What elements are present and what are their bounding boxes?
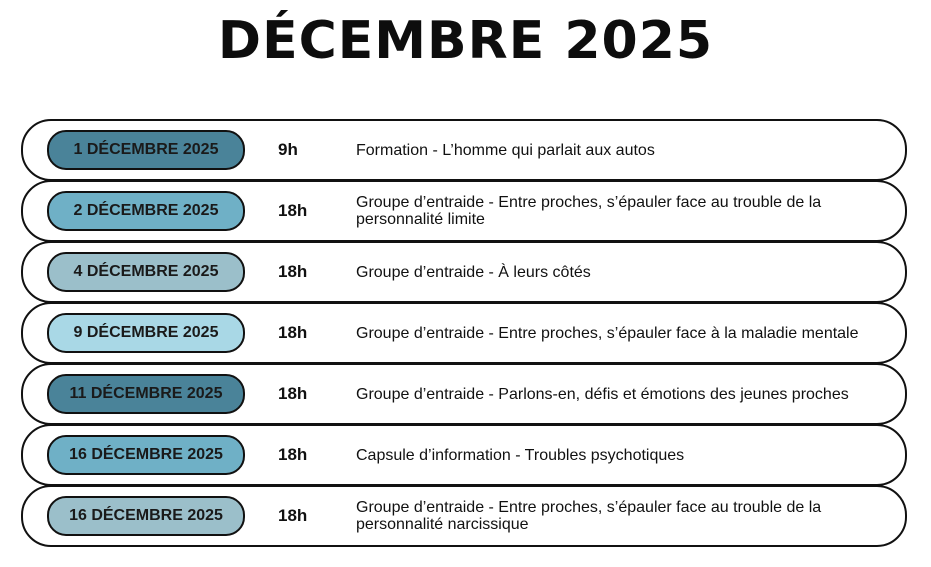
event-description: Groupe d’entraide - À leurs côtés (356, 263, 591, 281)
event-description-wrap (356, 487, 876, 545)
event-description-wrap (356, 304, 876, 362)
event-description-wrap (356, 243, 876, 301)
event-description: Formation - L’homme qui parlait aux autos (356, 141, 655, 159)
page-title: DÉCEMBRE 2025 (217, 11, 714, 71)
event-description: Capsule d’information - Troubles psychotiques (356, 446, 685, 464)
event-description-wrap (356, 182, 876, 240)
event-description-wrap (356, 426, 876, 484)
event-description-wrap (356, 121, 876, 179)
event-date-badge: 11 DÉCEMBRE 2025 (47, 374, 245, 414)
event-time: 18h (278, 323, 308, 342)
event-time: 18h (278, 262, 308, 281)
event-date-badge: 1 DÉCEMBRE 2025 (47, 130, 245, 170)
event-time: 18h (278, 201, 308, 220)
event-time: 18h (278, 506, 308, 525)
event-row (21, 241, 907, 303)
event-date-badge: 16 DÉCEMBRE 2025 (47, 435, 245, 475)
event-date-badge: 2 DÉCEMBRE 2025 (47, 191, 245, 231)
event-row (21, 424, 907, 486)
event-description-wrap (356, 365, 876, 423)
event-date-badge: 9 DÉCEMBRE 2025 (47, 313, 245, 353)
event-time: 18h (278, 445, 308, 464)
event-time: 9h (278, 140, 298, 159)
event-row (21, 180, 907, 242)
event-description: Groupe d’entraide - Entre proches, s’épauler face à la maladie mentale (356, 324, 859, 342)
event-description: Groupe d’entraide - Parlons-en, défis et émotions des jeunes proches (356, 385, 849, 403)
event-description: Groupe d’entraide - Entre proches, s’épauler face au trouble de la personnalité limite (356, 194, 822, 228)
event-row (21, 363, 907, 425)
event-date-badge: 16 DÉCEMBRE 2025 (47, 496, 245, 536)
event-row (21, 302, 907, 364)
event-date-badge: 4 DÉCEMBRE 2025 (47, 252, 245, 292)
event-row (21, 485, 907, 547)
event-row (21, 119, 907, 181)
event-time: 18h (278, 384, 308, 403)
event-description: Groupe d’entraide - Entre proches, s’épauler face au trouble de la personnalité narcissique (356, 499, 822, 533)
